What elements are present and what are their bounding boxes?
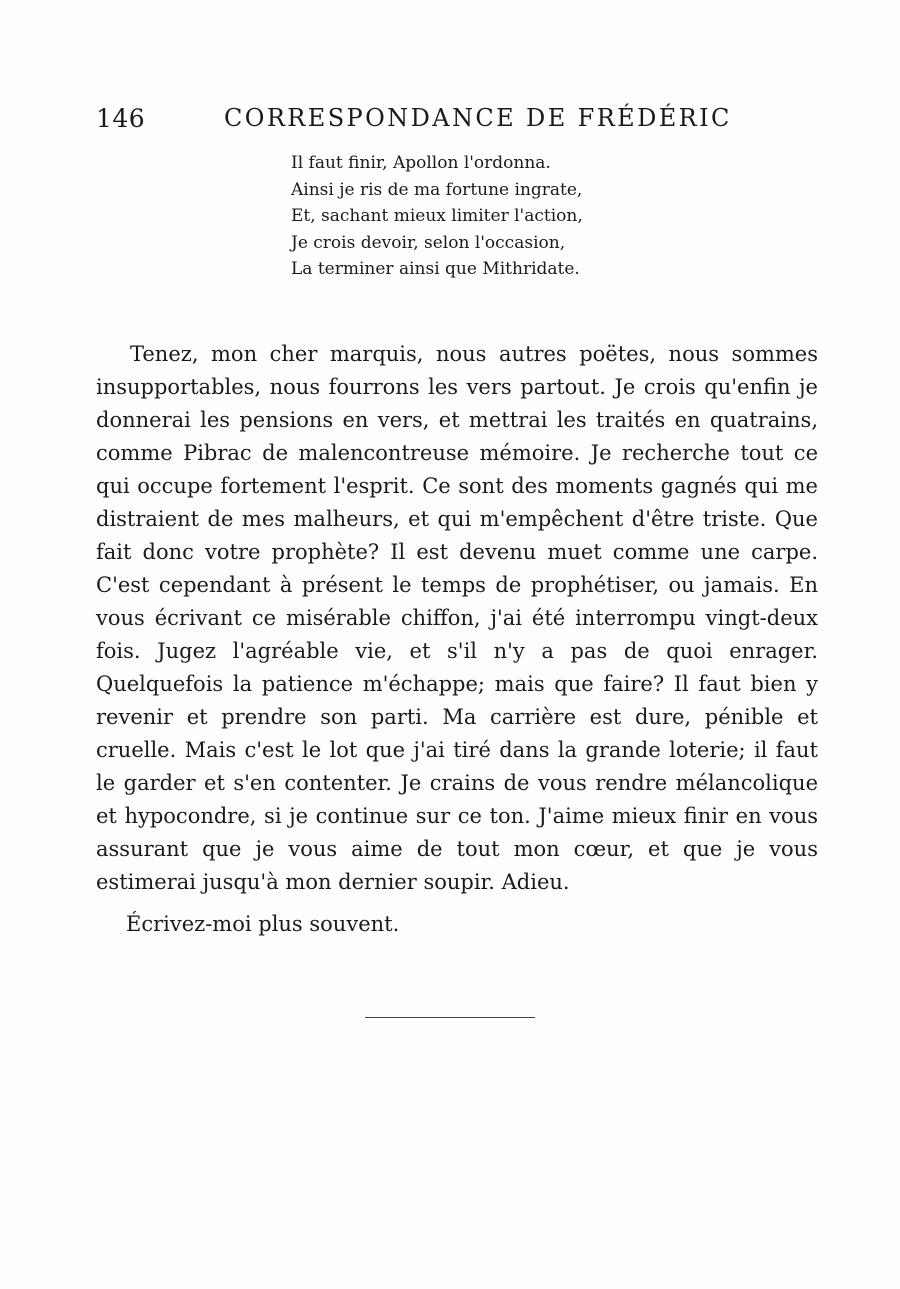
- verse-line: Ainsi je ris de ma fortune ingrate,: [291, 179, 583, 200]
- verse-line: Il faut finir, Apollon l'ordonna.: [291, 153, 551, 173]
- letter-paragraph: Tenez, mon cher marquis, nous autres poëtes, nous sommes insupportables, nous fourrons les vers partout. Je crois qu'enfin je donnerai les pensions en vers, et mettrai les traités en quatrains, comme Pibrac de malencontreuse mémoire. Je recherche tout ce qui occupe fortement l'esprit. Ce sont des moments gagnés qui me distraient de mes malheurs, et qui m'empêchent d'être triste. Que fait donc votre prophète? Il est devenu muet comme une carpe. C'est cependant à présent le temps de prophétiser, ou jamais. En vous écrivant ce misérable chiffon, j'ai été interrompu vingt-deux fois. Jugez l'agréable vie, et s'il n'y a pas de quoi enrager. Quelquefois la patience m'échappe; mais que faire? Il faut bien y revenir et prendre son parti. Ma carrière est dure, pénible et cruelle. Mais c'est le lot que j'ai tiré dans la grande loterie; il faut le garder et s'en contenter. Je crains de vous rendre mélancolique et hypocondre, si je continue sur ce ton. J'aime mieux finir en vous assurant que je vous aime de tout mon cœur, et que je vous estimerai jusqu'à mon dernier soupir. Adieu.: [96, 342, 818, 894]
- running-title: CORRESPONDANCE DE FRÉDÉRIC: [224, 104, 732, 132]
- running-header: [96, 104, 816, 144]
- section-end-rule: [365, 1017, 535, 1018]
- verse-stanza: [291, 150, 711, 283]
- page-number: 146: [96, 104, 146, 133]
- verse-line: Je crois devoir, selon l'occasion,: [291, 232, 566, 253]
- verse-line: Et, sachant mieux limiter l'action,: [291, 206, 583, 226]
- verse-line: La terminer ainsi que Mithridate.: [291, 259, 580, 279]
- postscript: Écrivez-moi plus souvent.: [126, 912, 400, 936]
